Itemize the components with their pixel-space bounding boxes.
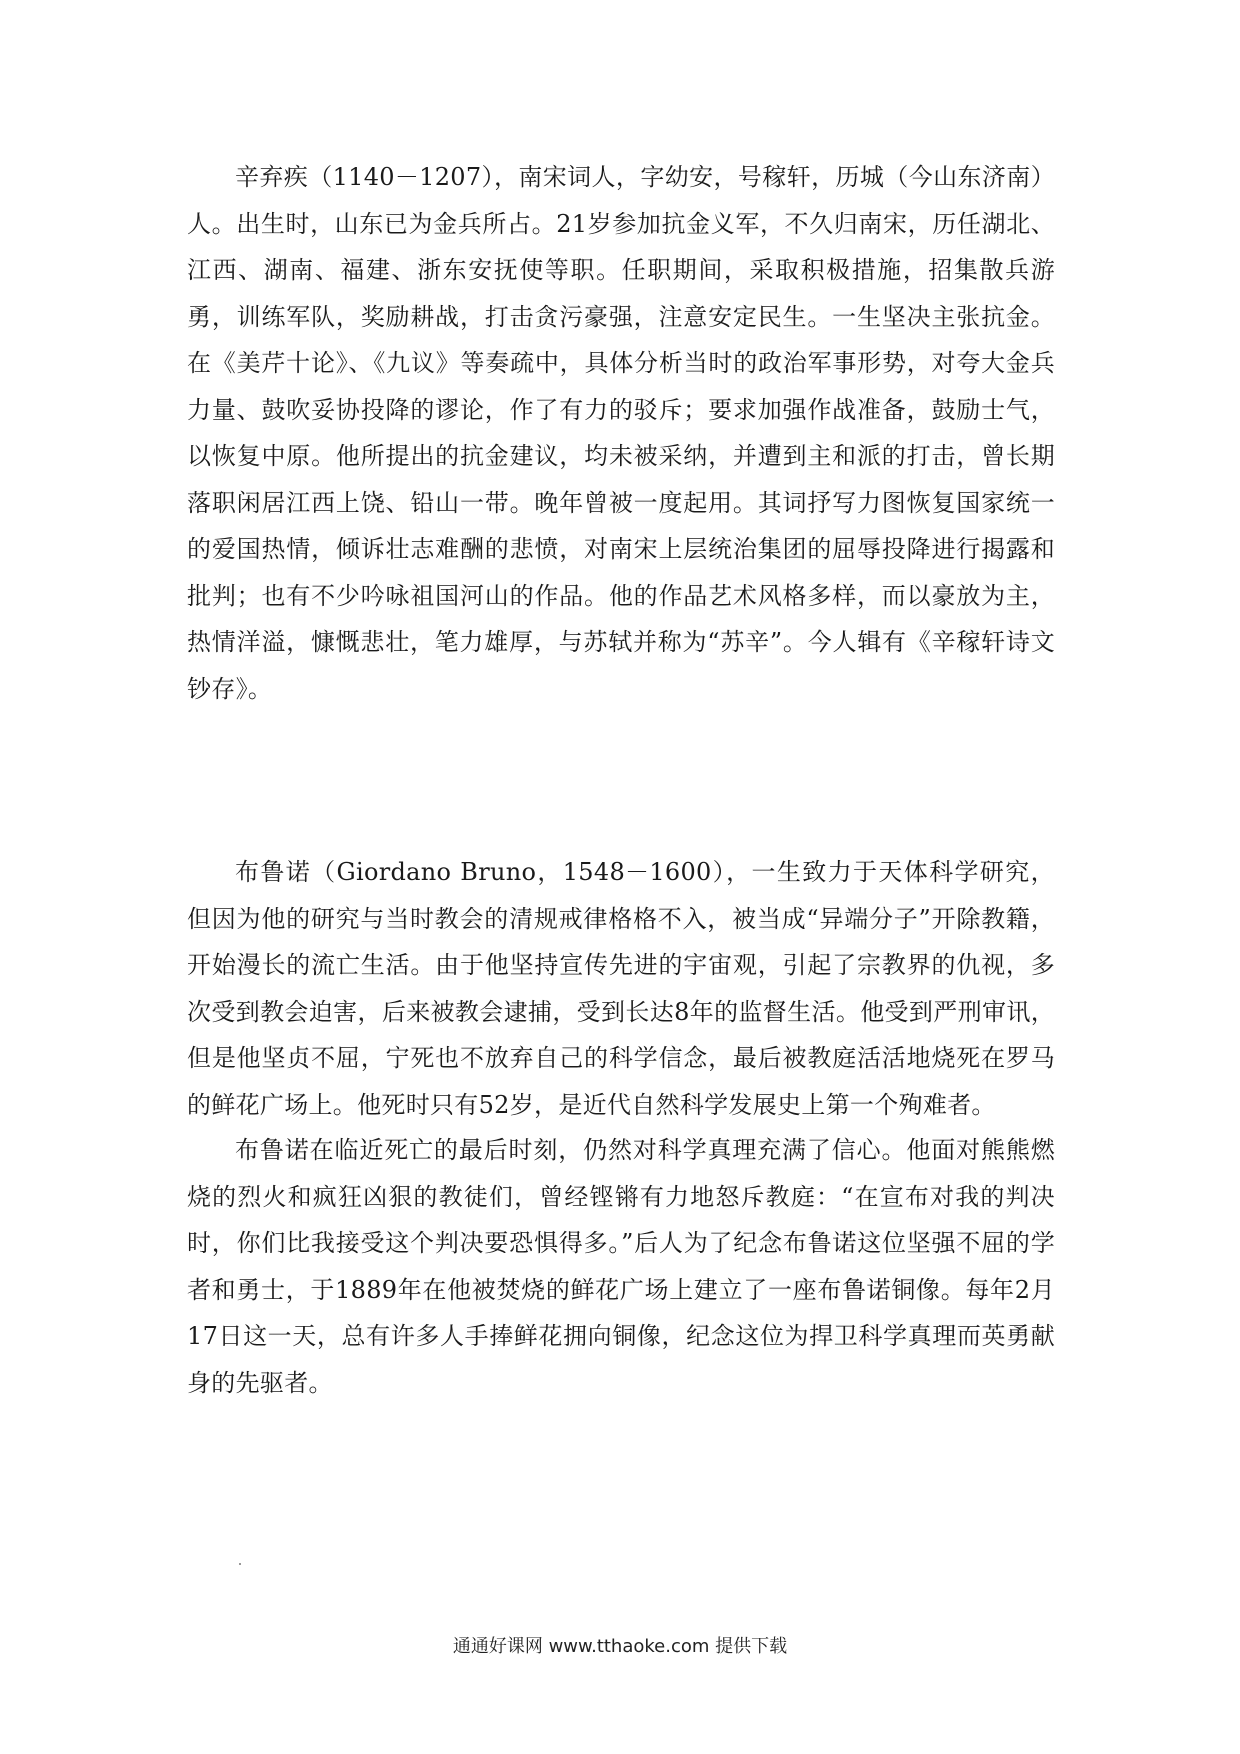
footer-text: 通通好课网 www.tthaoke.com 提供下载: [452, 1636, 788, 1657]
paragraph-xin-qiji: 辛弃疾（1140－1207），南宋词人，字幼安，号稼轩，历城（今山东济南）人。出生时，山东已为金兵所占。21岁参加抗金义军，不久归南宋，历任湖北、江西、湖南、福建、浙东安抚使等职。任职期间，采取积极措施，招集散兵游勇，训练军队，奖励耕战，打击贪污豪强，注意安定民生。一生坚决主张抗金。在《美芹十论》、《九议》等奏疏中，具体分析当时的政治军事形势，对夸大金兵力量、鼓吹妥协投降的谬论，作了有力的驳斥；要求加强作战准备，鼓励士气，以恢复中原。他所提出的抗金建议，均未被采纳，并遭到主和派的打击，曾长期落职闲居江西上饶、铅山一带。晚年曾被一度起用。其词抒写力图恢复国家统一的爱国热情，倾诉壮志难酬的悲愤，对南宋上层统治集团的屈辱投降进行揭露和批判；也有不少吟咏祖国河山的作品。他的作品艺术风格多样，而以豪放为主，热情洋溢，慷慨悲壮，笔力雄厚，与苏轼并称为“苏辛”。今人辑有《辛稼轩诗文钞存》。: [187, 163, 1055, 703]
scan-dot: [239, 1563, 241, 1565]
paragraph-bruno-death: 布鲁诺在临近死亡的最后时刻，仍然对科学真理充满了信心。他面对熊熊燃烧的烈火和疯狂凶狠的教徒们，曾经铿锵有力地怒斥教庭：“在宣布对我的判决时，你们比我接受这个判决要恐惧得多。”后人为了纪念布鲁诺这位坚强不屈的学者和勇士，于1889年在他被焚烧的鲜花广场上建立了一座布鲁诺铜像。每年2月17日这一天，总有许多人手捧鲜花拥向铜像，纪念这位为捍卫科学真理而英勇献身的先驱者。: [187, 1136, 1055, 1397]
paragraph-bruno-bio: 布鲁诺（Giordano Bruno，1548－1600），一生致力于天体科学研究，但因为他的研究与当时教会的清规戒律格格不入，被当成“异端分子”开除教籍，开始漫长的流亡生活。由于他坚持宣传先进的宇宙观，引起了宗教界的仇视，多次受到教会迫害，后来被教会逮捕，受到长达8年的监督生活。他受到严刑审讯，但是他坚贞不屈，宁死也不放弃自己的科学信念，最后被教庭活活地烧死在罗马的鲜花广场上。他死时只有52岁，是近代自然科学发展史上第一个殉难者。: [187, 858, 1055, 1119]
